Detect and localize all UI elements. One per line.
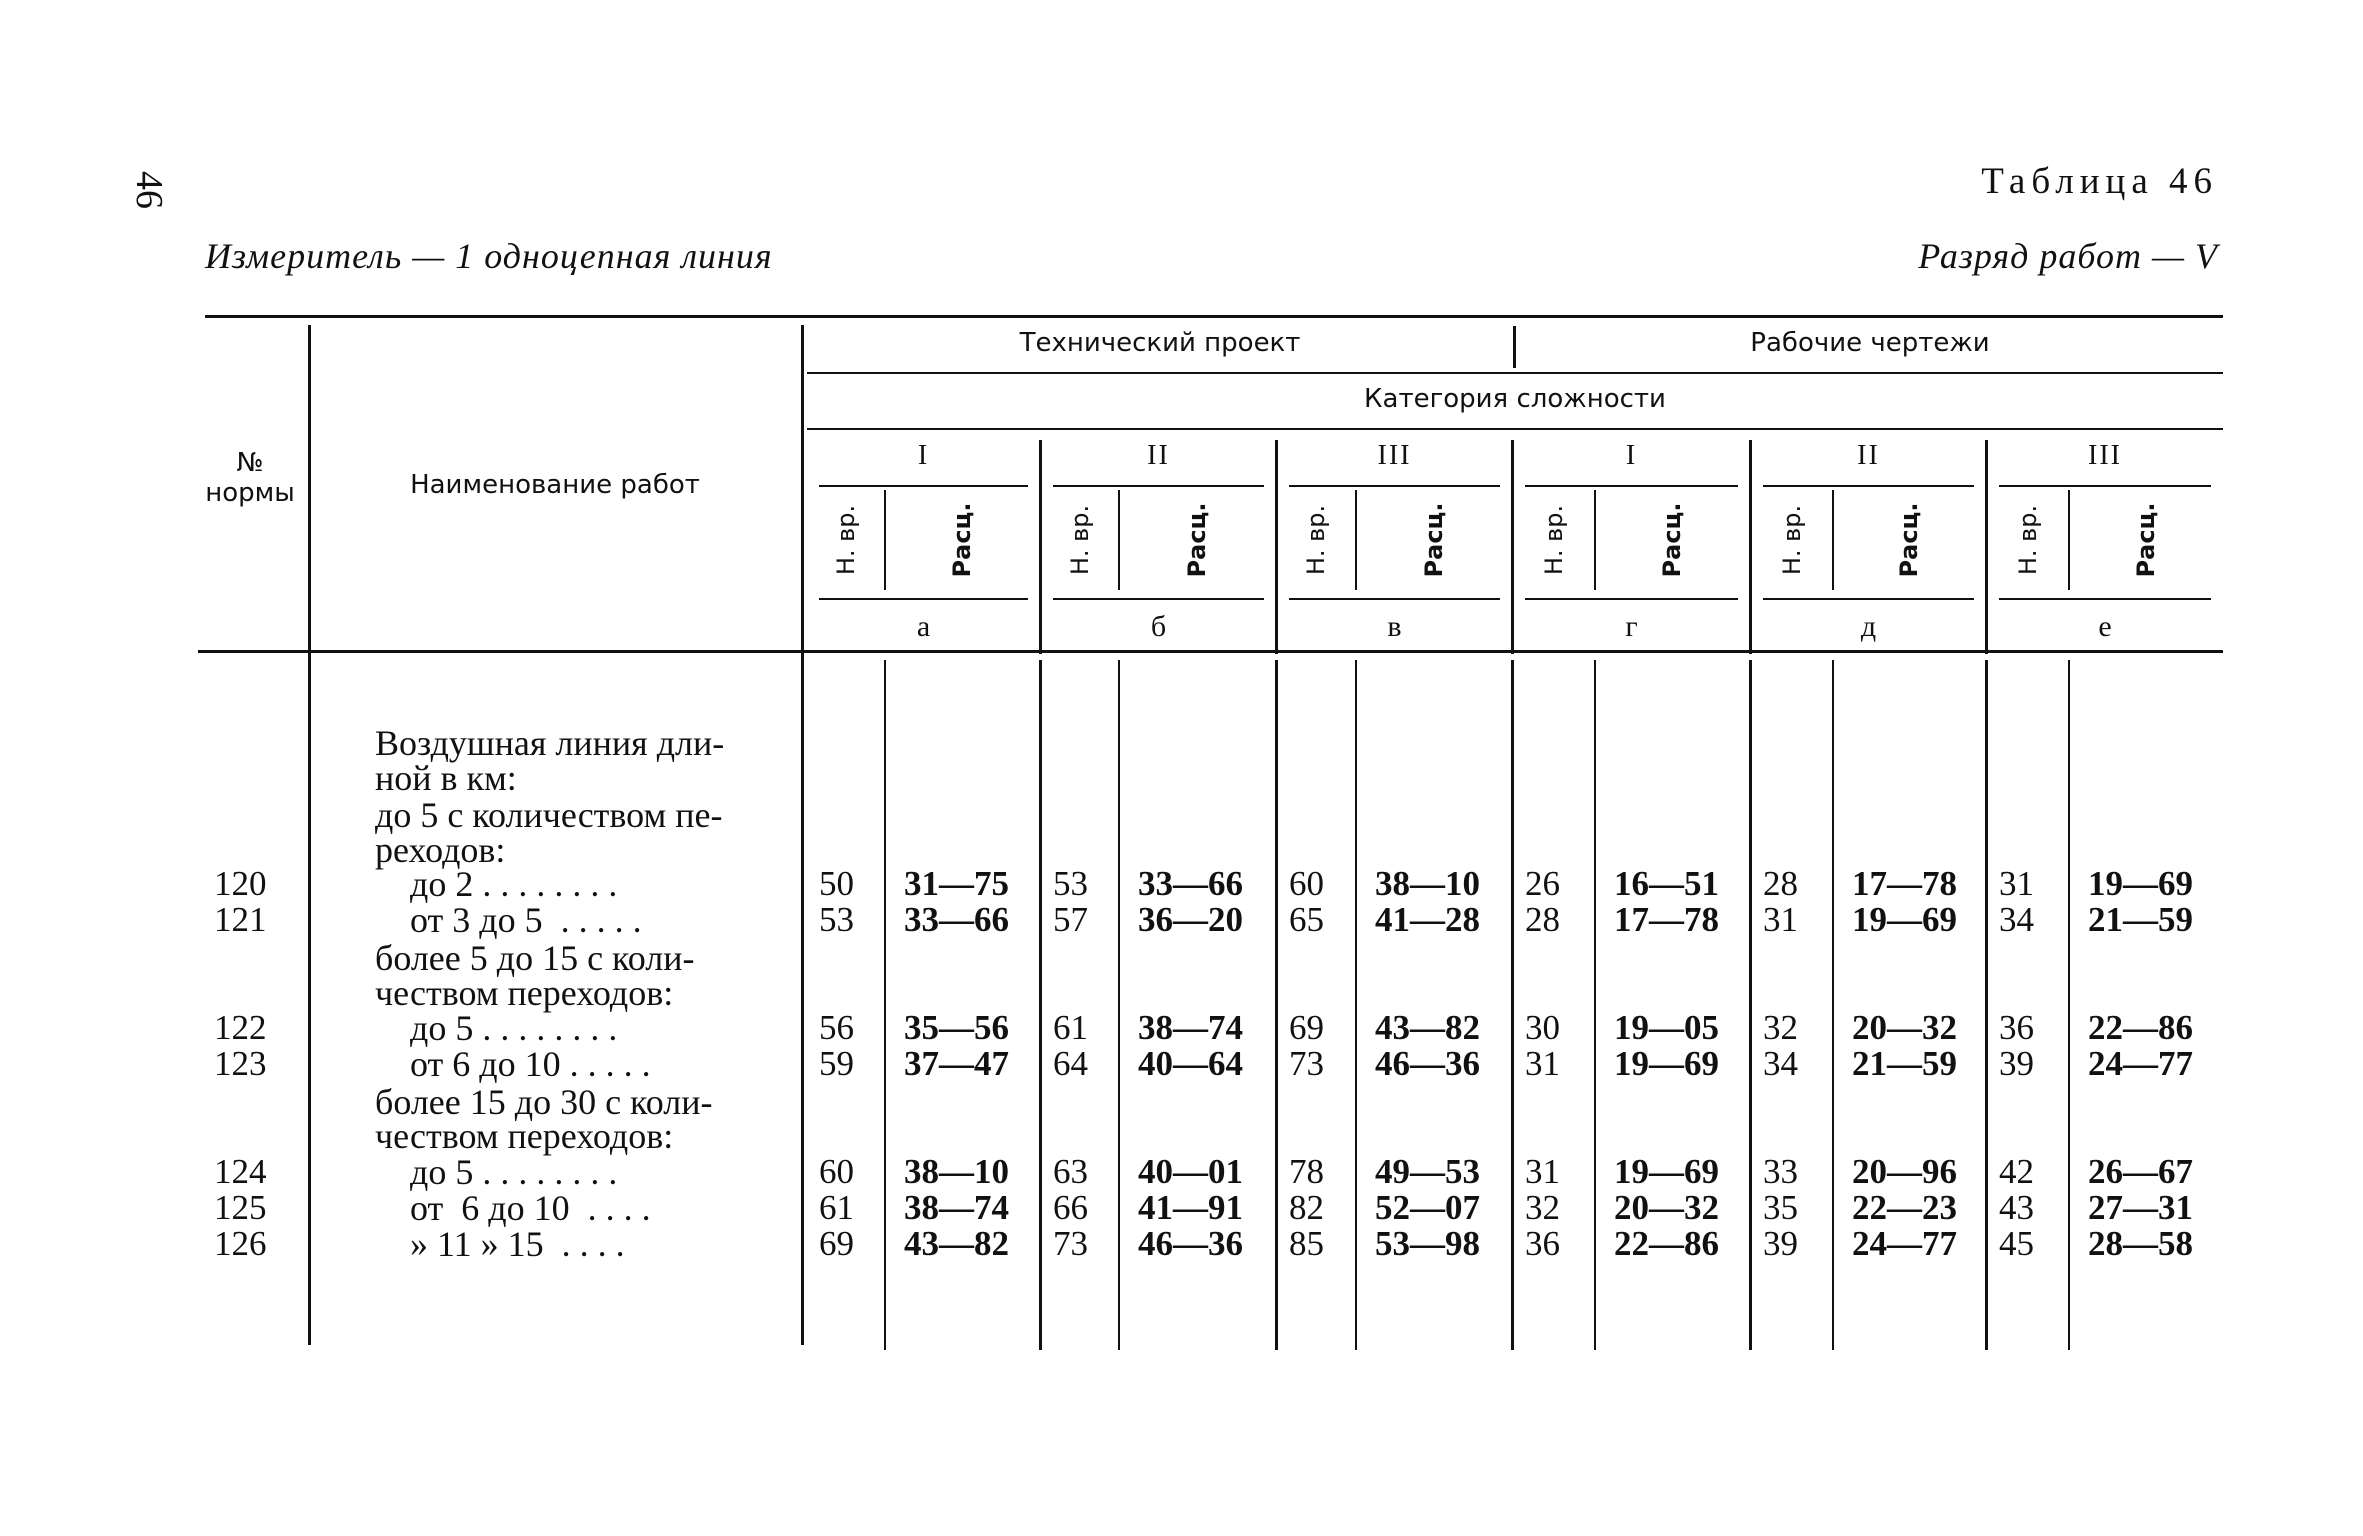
working-drawings-header: Рабочие чертежи bbox=[1750, 328, 1990, 358]
time-norm-value: 45 bbox=[1999, 1224, 2034, 1263]
rate-value: 22—86 bbox=[1614, 1224, 1719, 1263]
body-group-divider bbox=[1039, 660, 1042, 1350]
time-norm-value: 53 bbox=[1053, 864, 1088, 903]
letter-rule bbox=[1289, 598, 1500, 600]
letter-rule bbox=[1763, 598, 1974, 600]
letter-rule bbox=[1053, 598, 1264, 600]
work-description-line: до 2 . . . . . . . . bbox=[410, 864, 618, 904]
rasc-header: Расц. bbox=[1895, 502, 1923, 578]
rate-value: 28—58 bbox=[2088, 1224, 2193, 1263]
rate-value: 20—32 bbox=[1852, 1008, 1957, 1047]
time-norm-value: 32 bbox=[1763, 1008, 1798, 1047]
rate-value: 38—74 bbox=[904, 1188, 1009, 1227]
hvr-header: Н. вр. bbox=[2013, 504, 2042, 576]
column-letter: а bbox=[916, 610, 931, 643]
work-description-line: до 5 . . . . . . . . bbox=[410, 1152, 618, 1192]
rate-value: 21—59 bbox=[2088, 900, 2193, 939]
subcol-divider-header bbox=[1594, 490, 1596, 590]
rate-value: 46—36 bbox=[1138, 1224, 1243, 1263]
rate-value: 19—69 bbox=[1614, 1044, 1719, 1083]
rate-value: 43—82 bbox=[1375, 1008, 1480, 1047]
work-description-line: ной в км: bbox=[375, 758, 517, 798]
work-description-line: до 5 . . . . . . . . bbox=[410, 1008, 618, 1048]
norm-number: 121 bbox=[214, 900, 267, 939]
body-subcol-divider bbox=[1594, 660, 1596, 1350]
rate-value: 33—66 bbox=[1138, 864, 1243, 903]
time-norm-value: 73 bbox=[1289, 1044, 1324, 1083]
rate-value: 22—86 bbox=[2088, 1008, 2193, 1047]
column-letter: г bbox=[1625, 610, 1638, 643]
rate-value: 22—23 bbox=[1852, 1188, 1957, 1227]
rate-value: 17—78 bbox=[1614, 900, 1719, 939]
category-label: I bbox=[917, 440, 930, 471]
rate-value: 21—59 bbox=[1852, 1044, 1957, 1083]
body-group-divider bbox=[1985, 660, 1988, 1350]
time-norm-value: 61 bbox=[819, 1188, 854, 1227]
time-norm-value: 59 bbox=[819, 1044, 854, 1083]
rate-value: 52—07 bbox=[1375, 1188, 1480, 1227]
rate-value: 40—64 bbox=[1138, 1044, 1243, 1083]
category-label: III bbox=[1377, 440, 1412, 471]
time-norm-value: 33 bbox=[1763, 1152, 1798, 1191]
grade-caption: Разряд работ — V bbox=[1918, 236, 2218, 276]
rate-value: 24—77 bbox=[2088, 1044, 2193, 1083]
time-norm-value: 36 bbox=[1999, 1008, 2034, 1047]
rate-value: 20—32 bbox=[1614, 1188, 1719, 1227]
rate-value: 19—69 bbox=[1852, 900, 1957, 939]
category-label: II bbox=[1147, 440, 1170, 471]
time-norm-value: 26 bbox=[1525, 864, 1560, 903]
time-norm-value: 66 bbox=[1053, 1188, 1088, 1227]
time-norm-value: 31 bbox=[1999, 864, 2034, 903]
hvr-header: Н. вр. bbox=[1302, 504, 1330, 576]
rate-value: 38—10 bbox=[904, 1152, 1009, 1191]
work-description-line: чеством переходов: bbox=[375, 1116, 674, 1156]
group-divider bbox=[1513, 326, 1516, 368]
body-subcol-divider bbox=[1118, 660, 1120, 1350]
measure-caption: Измеритель — 1 одноцепная линия bbox=[205, 236, 773, 276]
work-description-line: более 5 до 15 с коли- bbox=[375, 938, 695, 978]
rate-value: 43—82 bbox=[904, 1224, 1009, 1263]
subcol-divider-header bbox=[884, 490, 886, 590]
hvr-header: Н. вр. bbox=[1539, 504, 1568, 576]
page-number: 46 bbox=[128, 171, 170, 209]
col-name-header: Наименование работ bbox=[410, 470, 700, 500]
time-norm-value: 73 bbox=[1053, 1224, 1088, 1263]
body-subcol-divider bbox=[1355, 660, 1357, 1350]
time-norm-value: 60 bbox=[819, 1152, 854, 1191]
time-norm-value: 30 bbox=[1525, 1008, 1560, 1047]
time-norm-value: 43 bbox=[1999, 1188, 2034, 1227]
time-norm-value: 42 bbox=[1999, 1152, 2034, 1191]
complexity-header: Категория сложности bbox=[1364, 384, 1666, 414]
norm-number: 126 bbox=[214, 1224, 267, 1263]
col-divider-num bbox=[308, 325, 311, 1345]
time-norm-value: 36 bbox=[1525, 1224, 1560, 1263]
body-subcol-divider bbox=[1832, 660, 1834, 1350]
col-divider-name bbox=[801, 325, 804, 1345]
col-num-header-2: нормы bbox=[205, 478, 295, 508]
rate-value: 20—96 bbox=[1852, 1152, 1957, 1191]
time-norm-value: 60 bbox=[1289, 864, 1324, 903]
work-description-line: чеством переходов: bbox=[375, 973, 674, 1013]
time-norm-value: 31 bbox=[1525, 1044, 1560, 1083]
header-bottom-rule bbox=[198, 650, 2223, 653]
column-letter: б bbox=[1150, 610, 1167, 643]
time-norm-value: 85 bbox=[1289, 1224, 1324, 1263]
rasc-header: Расц. bbox=[1658, 502, 1686, 578]
time-norm-value: 61 bbox=[1053, 1008, 1088, 1047]
column-letter: в bbox=[1387, 610, 1402, 643]
body-group-divider bbox=[1275, 660, 1278, 1350]
category-label: II bbox=[1857, 440, 1880, 471]
work-description-line: от 3 до 5 . . . . . bbox=[410, 900, 642, 940]
time-norm-value: 35 bbox=[1763, 1188, 1798, 1227]
work-description-line: Воздушная линия дли- bbox=[375, 723, 725, 763]
body-group-divider bbox=[1511, 660, 1514, 1350]
time-norm-value: 69 bbox=[819, 1224, 854, 1263]
time-norm-value: 31 bbox=[1763, 900, 1798, 939]
norm-number: 123 bbox=[214, 1044, 267, 1083]
rate-value: 27—31 bbox=[2088, 1188, 2193, 1227]
rate-value: 41—91 bbox=[1138, 1188, 1243, 1227]
work-description-line: » 11 » 15 . . . . bbox=[410, 1224, 625, 1264]
time-norm-value: 65 bbox=[1289, 900, 1324, 939]
rate-value: 53—98 bbox=[1375, 1224, 1480, 1263]
time-norm-value: 57 bbox=[1053, 900, 1088, 939]
hvr-header: Н. вр. bbox=[831, 504, 860, 576]
rate-value: 46—36 bbox=[1375, 1044, 1480, 1083]
col-num-header-1: № bbox=[236, 448, 264, 478]
complexity-rule bbox=[807, 428, 2223, 430]
rate-value: 37—47 bbox=[904, 1044, 1009, 1083]
rate-value: 35—56 bbox=[904, 1008, 1009, 1047]
rate-value: 41—28 bbox=[1375, 900, 1480, 939]
time-norm-value: 50 bbox=[819, 864, 854, 903]
rasc-header: Расц. bbox=[1183, 502, 1211, 578]
time-norm-value: 63 bbox=[1053, 1152, 1088, 1191]
rate-value: 26—67 bbox=[2088, 1152, 2193, 1191]
subcol-divider-header bbox=[1118, 490, 1120, 590]
time-norm-value: 32 bbox=[1525, 1188, 1560, 1227]
hvr-header: Н. вр. bbox=[1777, 504, 1806, 576]
rate-value: 17—78 bbox=[1852, 864, 1957, 903]
rate-value: 36—20 bbox=[1138, 900, 1243, 939]
time-norm-value: 53 bbox=[819, 900, 854, 939]
rate-value: 33—66 bbox=[904, 900, 1009, 939]
rate-value: 49—53 bbox=[1375, 1152, 1480, 1191]
body-group-divider bbox=[1749, 660, 1752, 1350]
subcol-divider-header bbox=[1832, 490, 1834, 590]
time-norm-value: 34 bbox=[1763, 1044, 1798, 1083]
letter-rule bbox=[1525, 598, 1738, 600]
work-description-line: до 5 с количеством пе- bbox=[375, 795, 723, 835]
rate-value: 38—74 bbox=[1138, 1008, 1243, 1047]
norm-number: 122 bbox=[214, 1008, 267, 1047]
time-norm-value: 64 bbox=[1053, 1044, 1088, 1083]
time-norm-value: 39 bbox=[1763, 1224, 1798, 1263]
time-norm-value: 34 bbox=[1999, 900, 2034, 939]
rate-value: 24—77 bbox=[1852, 1224, 1957, 1263]
time-norm-value: 28 bbox=[1525, 900, 1560, 939]
time-norm-value: 39 bbox=[1999, 1044, 2034, 1083]
rasc-header: Расц. bbox=[948, 502, 976, 578]
rate-value: 19—69 bbox=[2088, 864, 2193, 903]
time-norm-value: 82 bbox=[1289, 1188, 1324, 1227]
time-norm-value: 56 bbox=[819, 1008, 854, 1047]
time-norm-value: 78 bbox=[1289, 1152, 1324, 1191]
time-norm-value: 28 bbox=[1763, 864, 1798, 903]
rate-value: 38—10 bbox=[1375, 864, 1480, 903]
work-description-line: более 15 до 30 с коли- bbox=[375, 1082, 713, 1122]
rasc-header: Расц. bbox=[2131, 502, 2160, 578]
table-title: Таблица 46 bbox=[1981, 161, 2218, 202]
category-label: III bbox=[2088, 440, 2122, 471]
letter-rule bbox=[819, 598, 1028, 600]
body-subcol-divider bbox=[884, 660, 886, 1350]
work-description-line: от 6 до 10 . . . . bbox=[410, 1188, 651, 1228]
subcol-divider-header bbox=[1355, 490, 1357, 590]
hvr-header: Н. вр. bbox=[1065, 504, 1094, 576]
time-norm-value: 69 bbox=[1289, 1008, 1324, 1047]
work-description-line: от 6 до 10 . . . . . bbox=[410, 1044, 651, 1084]
group-rule bbox=[807, 372, 2223, 374]
tech-project-header: Технический проект bbox=[1019, 328, 1301, 358]
rate-value: 31—75 bbox=[904, 864, 1009, 903]
work-description-line: реходов: bbox=[375, 830, 506, 870]
column-letter: д bbox=[1860, 610, 1877, 643]
table-top-rule bbox=[205, 315, 2223, 318]
norm-number: 124 bbox=[214, 1152, 267, 1191]
norm-number: 120 bbox=[214, 864, 267, 903]
time-norm-value: 31 bbox=[1525, 1152, 1560, 1191]
column-letter: е bbox=[2098, 610, 2112, 643]
rasc-header: Расц. bbox=[1419, 502, 1448, 578]
category-label: I bbox=[1625, 440, 1638, 471]
subcol-divider-header bbox=[2068, 490, 2070, 590]
letter-rule bbox=[1999, 598, 2211, 600]
rate-value: 40—01 bbox=[1138, 1152, 1243, 1191]
norm-number: 125 bbox=[214, 1188, 267, 1227]
body-subcol-divider bbox=[2068, 660, 2070, 1350]
rate-value: 19—05 bbox=[1614, 1008, 1719, 1047]
rate-value: 16—51 bbox=[1614, 864, 1719, 903]
rate-value: 19—69 bbox=[1614, 1152, 1719, 1191]
